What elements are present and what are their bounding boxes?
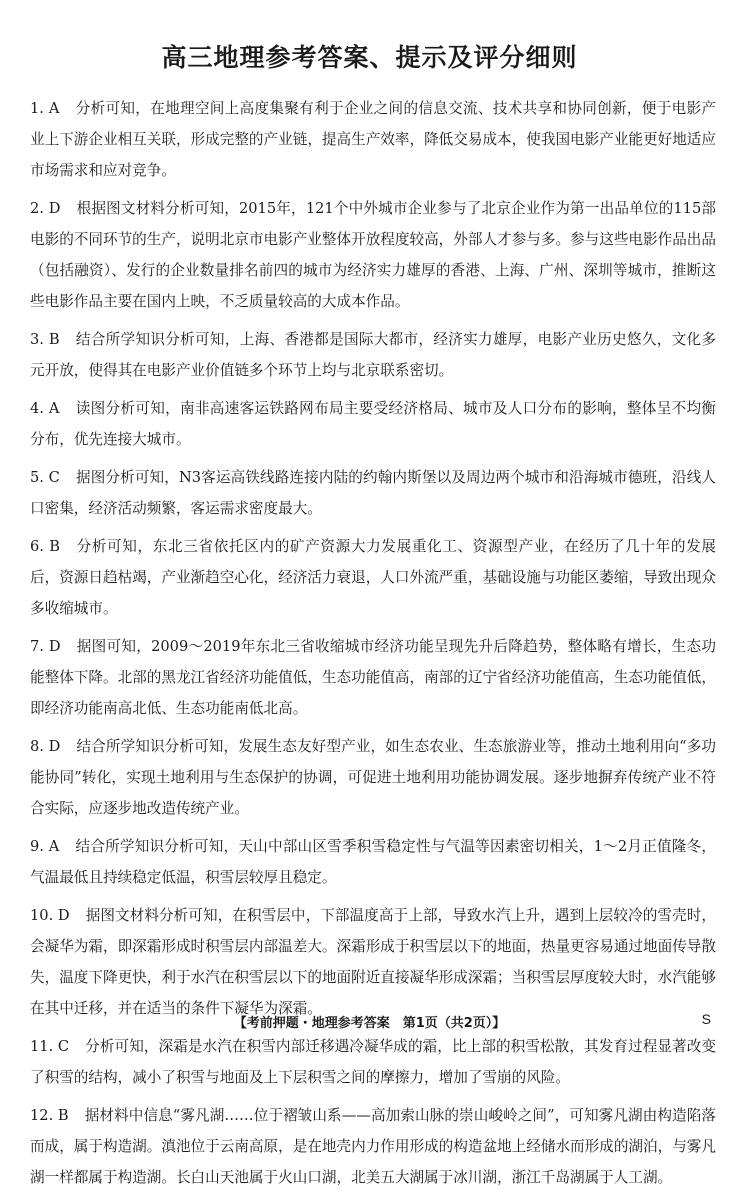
answer-number: 6. B	[30, 538, 60, 555]
answer-item	[30, 462, 716, 524]
answer-text: 分析可知，东北三省依托区内的矿产资源大力发展重化工、资源型产业，在经历了几十年的发展后，资源日趋枯竭，产业渐趋空心化，经济活力衰退，人口外流严重，基础设施与功能区萎缩，导致出现众多收缩城市。	[30, 538, 716, 617]
answer-item	[30, 93, 716, 186]
answer-text: 据图文材料分析可知，在积雪层中，下部温度高于上部，导致水汽上升，遇到上层较冷的雪壳时，会凝华为霜，即深霜形成时积雪层内部温差大。深霜形成于积雪层以下的地面，热量更容易通过地面传导散失，温度下降更快，利于水汽在积雪层以下的地面附近直接凝华形成深霜；当积雪层厚度较大时，水汽能够在其中迁移，并在适当的条件下凝华为深霜。	[30, 907, 716, 1017]
answer-item	[30, 324, 716, 386]
answer-text: 结合所学知识分析可知，上海、香港都是国际大都市，经济实力雄厚，电影产业历史悠久，文化多元开放，使得其在电影产业价值链多个环节上均与北京联系密切。	[30, 331, 716, 379]
answer-item	[30, 393, 716, 455]
answer-number: 5. C	[30, 469, 60, 486]
page-footer: 【考前押题・地理参考答案 第1页（共2页）】	[233, 1016, 506, 1031]
answer-text: 据图可知，2009～2019年东北三省收缩城市经济功能呈现先升后降趋势，整体略有增长，生态功能整体下降。北部的黑龙江省经济功能值低，生态功能值高，南部的辽宁省经济功能值高，生态功能值低，即经济功能南高北低、生态功能南低北高。	[30, 638, 716, 717]
answer-item	[30, 831, 716, 893]
answer-text: 据图分析可知，N3客运高铁线路连接内陆的约翰内斯堡以及周边两个城市和沿海城市德班，沿线人口密集，经济活动频繁，客运需求密度最大。	[30, 469, 717, 517]
answer-text: 分析可知，深霜是水汽在积雪内部迁移遇冷凝华成的霜，比上部的积雪松散，其发育过程显著改变了积雪的结构，减小了积雪与地面及上下层积雪之间的摩擦力，增加了雪崩的风险。	[30, 1038, 716, 1086]
answer-number: 12. B	[30, 1107, 69, 1124]
answer-text: 读图分析可知，南非高速客运铁路网布局主要受经济格局、城市及人口分布的影响，整体呈不均衡分布，优先连接大城市。	[30, 400, 716, 448]
answer-text: 根据图文材料分析可知，2015年，121个中外城市企业参与了北京企业作为第一出品单位的115部电影的不同环节的生产，说明北京市电影产业整体开放程度较高，外部人才参与多。参与这些电影作品出品（包括融资）、发行的企业数量排名前四的城市为经济实力雄厚的香港、上海、广州、深圳等城市，推断这些电影作品主要在国内上映，不乏质量较高的大成本作品。	[30, 200, 716, 310]
answer-item	[30, 631, 716, 724]
answer-list	[30, 93, 716, 1200]
answer-item	[30, 900, 716, 1024]
corner-mark: S	[701, 1011, 711, 1027]
answer-text: 结合所学知识分析可知，发展生态友好型产业，如生态农业、生态旅游业等，推动土地利用向“多功能协同”转化，实现土地利用与生态保护的协调，可促进土地利用功能协调发展。逐步地摒弃传统产业不符合实际，应逐步地改造传统产业。	[30, 738, 717, 817]
answer-item	[30, 193, 716, 317]
answer-item	[30, 731, 716, 824]
answer-number: 8. D	[30, 738, 61, 755]
answer-item	[30, 531, 716, 624]
answer-text: 分析可知，在地理空间上高度集聚有利于企业之间的信息交流、技术共享和协同创新，便于电影产业上下游企业相互关联，形成完整的产业链，提高生产效率，降低交易成本，使我国电影产业能更好地适应市场需求和应对竞争。	[30, 100, 716, 179]
answer-item	[30, 1031, 716, 1093]
answer-number: 10. D	[30, 907, 70, 924]
answer-number: 11. C	[30, 1038, 70, 1055]
answer-number: 3. B	[30, 331, 60, 348]
answer-item	[30, 1100, 716, 1193]
answer-number: 1. A	[30, 100, 60, 117]
answer-number: 9. A	[30, 838, 60, 855]
answer-number: 7. D	[30, 638, 61, 655]
answer-text: 结合所学知识分析可知，天山中部山区雪季积雪稳定性与气温等因素密切相关，1～2月正值隆冬，气温最低且持续稳定低温，积雪层较厚且稳定。	[30, 838, 716, 886]
page-title: 高三地理参考答案、提示及评分细则	[161, 43, 578, 72]
answer-number: 4. A	[30, 400, 60, 417]
answer-number: 2. D	[30, 200, 61, 217]
answer-text: 据材料中信息“雾凡湖……位于褶皱山系——高加索山脉的崇山峻岭之间”，可知雾凡湖由构造陷落而成，属于构造湖。滇池位于云南高原，是在地壳内力作用形成的构造盆地上经储水而形成的湖泊，与雾凡湖一样都属于构造湖。长白山天池属于火山口湖，北美五大湖属于冰川湖，浙江千岛湖属于人工湖。	[30, 1107, 716, 1186]
